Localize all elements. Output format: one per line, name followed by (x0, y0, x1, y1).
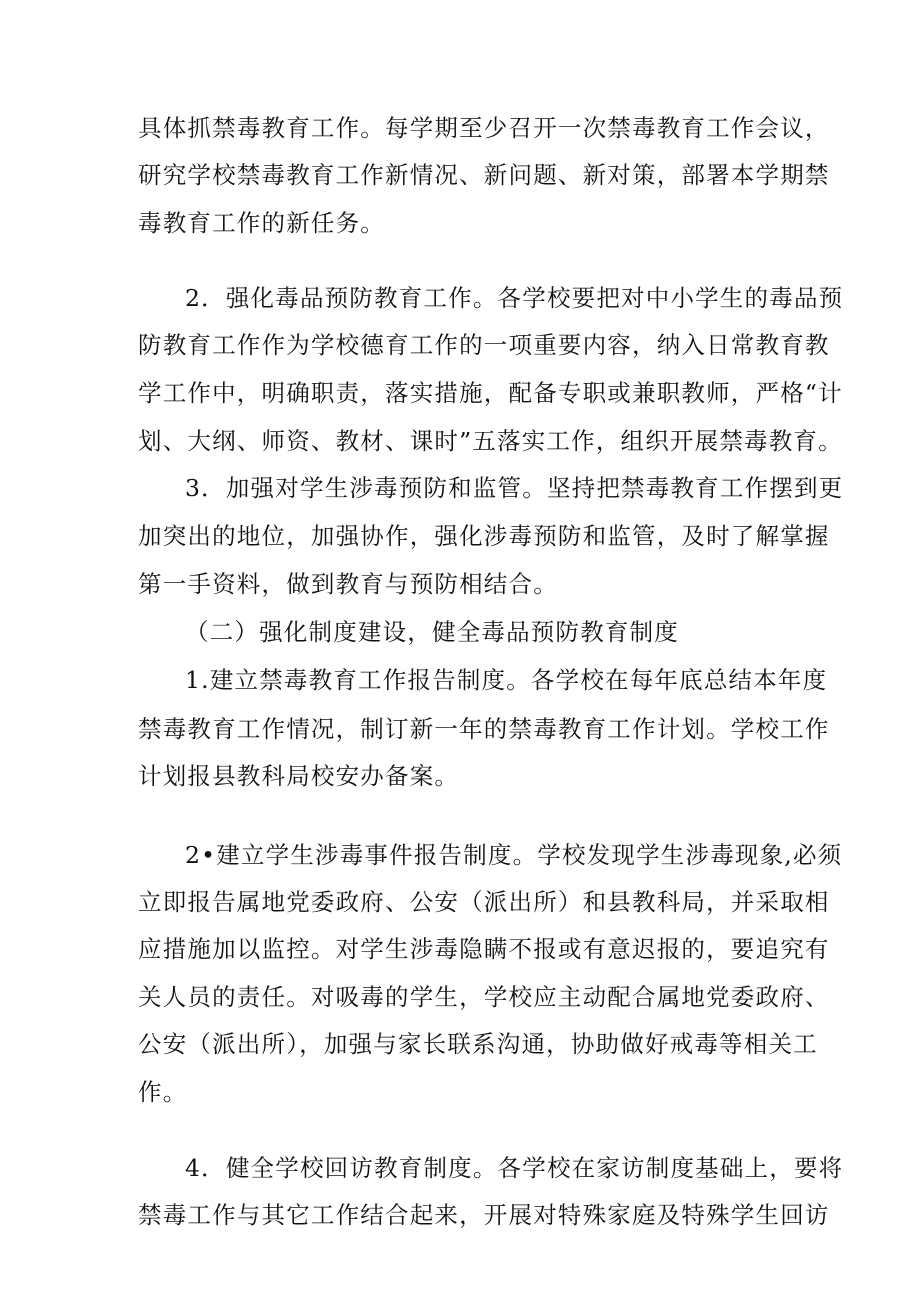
text-line: 具体抓禁毒教育工作。每学期至少召开一次禁毒教育工作会议， (138, 114, 830, 142)
text-line: 1.建立禁毒教育工作报告制度。各学校在每年底总结本年度 (185, 666, 828, 694)
text-line: 防教育工作作为学校德育工作的一项重要内容，纳入日常教育教 (138, 331, 830, 359)
section-heading: （二）强化制度建设，健全毒品预防教育制度 (185, 618, 679, 646)
text-line: 禁毒工作与其它工作结合起来，开展对特殊家庭及特殊学生回访 (138, 1201, 830, 1229)
text-line: 毒教育工作的新任务。 (138, 209, 385, 237)
text-line: 3．加强对学生涉毒预防和监管。坚持把禁毒教育工作摆到更 (185, 474, 844, 502)
text-line: 计划报县教科局校安办备案。 (138, 762, 460, 790)
text-line: 公安（派出所），加强与家长联系沟通，协助做好戒毒等相关工 (138, 1030, 818, 1058)
text-line: 2．强化毒品预防教育工作。各学校要把对中小学生的毒品预 (185, 284, 844, 312)
text-line: 研究学校禁毒教育工作新情况、新问题、新对策，部署本学期禁 (138, 161, 830, 189)
text-line: 禁毒教育工作情况，制订新一年的禁毒教育工作计划。学校工作 (138, 715, 830, 743)
text-line: 第一手资料，做到教育与预防相结合。 (138, 570, 558, 598)
text-line: 应措施加以监控。对学生涉毒隐瞒不报或有意迟报的，要追究有 (138, 935, 830, 963)
text-line: 作。 (138, 1078, 188, 1106)
text-line: 4．健全学校回访教育制度。各学校在家访制度基础上，要将 (185, 1154, 844, 1182)
text-line: 立即报告属地党委政府、公安（派出所）和县教科局，并采取相 (138, 888, 830, 916)
text-line: 关人员的责任。对吸毒的学生，学校应主动配合属地党委政府、 (138, 983, 830, 1011)
text-line: 加突出的地位，加强协作，强化涉毒预防和监管，及时了解掌握 (138, 522, 830, 550)
text-line: 划、大纲、师资、教材、课时”五落实工作，组织开展禁毒教育。 (138, 427, 843, 455)
text-line: 2•建立学生涉毒事件报告制度。学校发现学生涉毒现象,必须 (185, 841, 843, 869)
text-line: 学工作中，明确职责，落实措施，配备专职或兼职教师，严格“计 (138, 379, 843, 407)
